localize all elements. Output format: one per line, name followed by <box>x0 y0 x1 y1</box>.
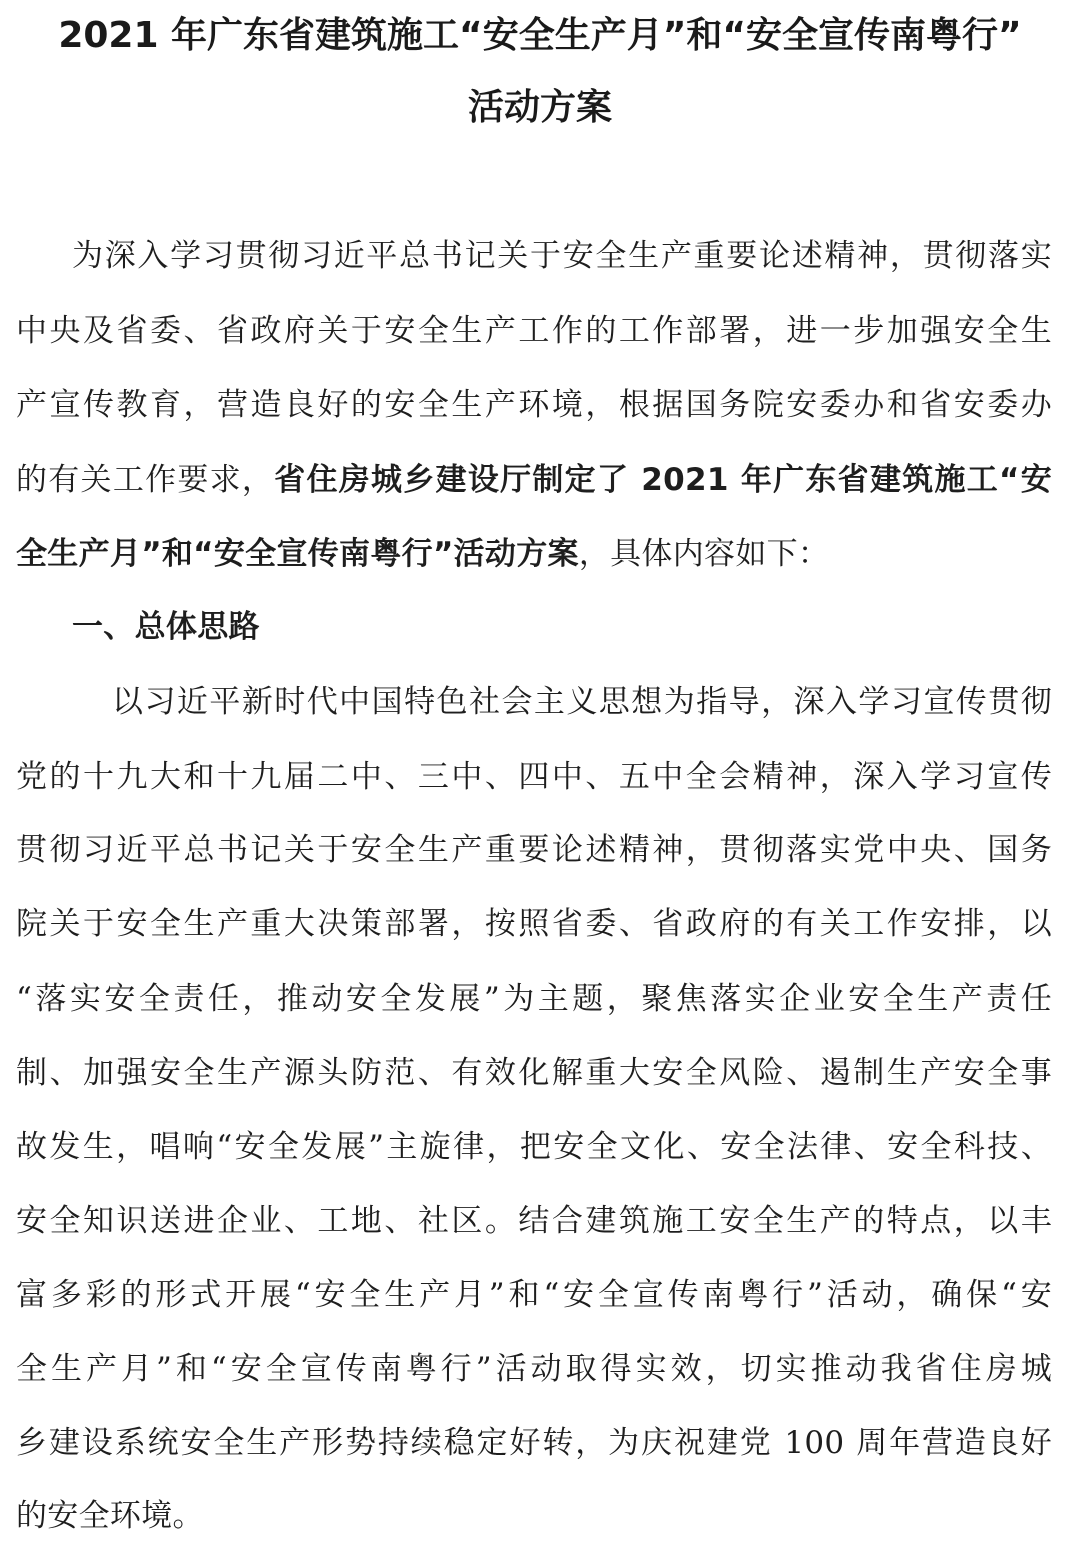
intro-line-3: 产宣传教育，营造良好的安全生产环境，根据国务院安委办和省安委办 <box>16 387 1052 423</box>
section-1-line-8: 安全知识送进企业、工地、社区。结合建筑施工安全生产的特点，以丰 <box>16 1203 1052 1239</box>
intro-line-5-bold: 全生产月”和“安全宣传南粤行”活动方案 <box>16 536 579 572</box>
section-1-line-6: 制、加强安全生产源头防范、有效化解重大安全风险、遏制生产安全事 <box>16 1055 1052 1091</box>
intro-line-4-bold: 省住房城乡建设厅制定了 2021 年广东省建筑施工“安 <box>274 462 1052 498</box>
section-1-line-12: 的安全环境。 <box>16 1498 204 1534</box>
section-1-line-11: 乡建设系统安全生产形势持续稳定好转，为庆祝建党 100 周年营造良好 <box>16 1425 1052 1461</box>
section-1-line-10: 全生产月”和“安全宣传南粤行”活动取得实效，切实推动我省住房城 <box>16 1351 1052 1387</box>
document-title-line-1: 2021 年广东省建筑施工“安全生产月”和“安全宣传南粤行” <box>58 15 1022 56</box>
intro-line-2: 中央及省委、省政府关于安全生产工作的工作部署，进一步加强安全生 <box>16 313 1052 349</box>
intro-line-5-plain: ，具体内容如下： <box>578 536 830 572</box>
section-1-line-2: 党的十九大和十九届二中、三中、四中、五中全会精神，深入学习宣传 <box>16 759 1052 795</box>
intro-line-1: 为深入学习贯彻习近平总书记关于安全生产重要论述精神，贯彻落实 <box>72 238 1052 274</box>
intro-line-4-plain: 的有关工作要求， <box>16 462 275 498</box>
section-1-line-4: 院关于安全生产重大决策部署，按照省委、省政府的有关工作安排，以 <box>16 906 1052 942</box>
section-1-line-7: 故发生，唱响“安全发展”主旋律，把安全文化、安全法律、安全科技、 <box>16 1129 1052 1165</box>
document-title-line-2: 活动方案 <box>467 87 612 128</box>
section-1-line-9: 富多彩的形式开展“安全生产月”和“安全宣传南粤行”活动，确保“安 <box>16 1277 1052 1313</box>
section-1-heading: 一、总体思路 <box>72 609 260 645</box>
section-1-line-1: 以习近平新时代中国特色社会主义思想为指导，深入学习宣传贯彻 <box>112 684 1052 720</box>
intro-line-5 <box>16 534 1052 574</box>
section-1-line-3: 贯彻习近平总书记关于安全生产重要论述精神，贯彻落实党中央、国务 <box>16 832 1052 868</box>
intro-line-4 <box>16 460 1052 500</box>
section-1-line-5: “落实安全责任，推动安全发展”为主题，聚焦落实企业安全生产责任 <box>16 981 1052 1017</box>
